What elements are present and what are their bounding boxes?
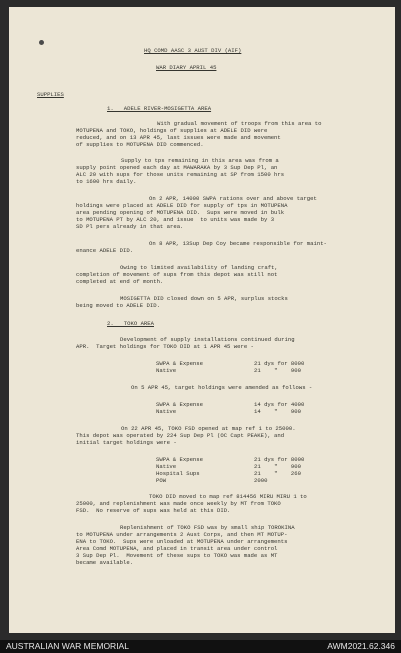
table-cell: 21 " 900 — [254, 367, 301, 374]
document-header: HQ COMD AASC 3 AUST DIV (AIF) — [144, 47, 242, 54]
text-line: ENA to TOKO. Sups were unloaded at MOTUPENA under arrangements — [76, 538, 288, 545]
text-line: to MOTUPENA under arrangements 2 Aust Corps, and then MT MOTUP- — [76, 531, 288, 538]
text-line: This depot was operated by 224 Sup Dep Pl (OC Capt PEAKE), and — [76, 432, 285, 439]
footer-bar — [0, 640, 401, 653]
text-line: On 5 APR 45, target holdings were amended as follows - — [131, 384, 313, 391]
text-line: reduced, and on 13 APR 45, last issues were made and movement — [76, 134, 281, 141]
text-line: Replenishment of TOKO FSD was by small ship TOROKINA — [120, 524, 295, 531]
table-cell: Hospital Sups — [156, 470, 200, 477]
table-cell: 21 dys for 8000 — [254, 360, 305, 367]
table-cell: POW — [156, 477, 167, 484]
table-cell: SWPA & Expense — [156, 401, 203, 408]
text-line: holdings were placed at ADELE DID for supply of tps in MOTUPENA — [76, 202, 288, 209]
text-line: completion of movement of sups from this depot was still not — [76, 271, 278, 278]
section-heading: SUPPLIES — [37, 91, 64, 98]
punch-hole — [39, 40, 44, 45]
text-line: With gradual movement of troops from this area to — [157, 120, 322, 127]
text-line: area pending opening of MOTUPENA DID. Sups were moved in bulk — [76, 209, 285, 216]
text-line: FSD. No reserve of sups was held at this DID. — [76, 507, 231, 514]
table-cell: SWPA & Expense — [156, 456, 203, 463]
table-cell: 14 " 900 — [254, 408, 301, 415]
text-line: On 8 APR, 13Sup Dep Coy became responsible for maint- — [149, 240, 327, 247]
table-cell: 2000 — [254, 477, 268, 484]
subsection-heading-2: 2. TOKO AREA — [107, 320, 154, 327]
text-line: On 22 APR 45, TOKO FSD opened at map ref 1 to 25000. — [121, 425, 296, 432]
table-cell: Native — [156, 367, 177, 374]
table-cell: 21 " 260 — [254, 470, 301, 477]
text-line: enance ADELE DID. — [76, 247, 134, 254]
text-line: Area Comd MOTUPENA, and placed in transit area under control — [76, 545, 278, 552]
text-line: being moved to ADELE DID. — [76, 302, 160, 309]
document-title: WAR DIARY APRIL 45 — [156, 64, 217, 71]
subsection-heading-1: 1. ADELE RIVER-MOSIGETTA AREA — [107, 105, 212, 112]
table-cell: 21 dys for 8000 — [254, 456, 305, 463]
text-line: 25000, and replenishment was made once weekly by MT from TOKO — [76, 500, 281, 507]
table-cell: Native — [156, 463, 177, 470]
table-cell: Native — [156, 408, 177, 415]
text-line: Owing to limited availability of landing craft, — [120, 264, 278, 271]
text-line: to MOTUPENA PT by ALC 20, and issue to units was made by 3 — [76, 216, 275, 223]
text-line: SD Pl pers already in that area. — [76, 223, 184, 230]
text-line: MOSIGETTA DID closed down on 5 APR, surplus stocks — [120, 295, 288, 302]
document-page — [9, 7, 395, 633]
text-line: became available. — [76, 559, 134, 566]
text-line: TOKO DID moved to map ref 814456 MIRU MIRU 1 to — [149, 493, 307, 500]
text-line: supply point opened each day at MAWARAKA by 3 Sup Dep Pl, an — [76, 164, 278, 171]
text-line: completed at end of month. — [76, 278, 164, 285]
table-cell: 21 " 900 — [254, 463, 301, 470]
text-line: On 2 APR, 14000 SWPA rations over and above target — [149, 195, 317, 202]
text-line: to 1600 hrs daily. — [76, 178, 137, 185]
text-line: Development of supply installations continued during — [120, 336, 295, 343]
footer-credit: AUSTRALIAN WAR MEMORIAL — [6, 641, 129, 651]
text-line: APR. Target holdings for TOKO DID at 1 APR 45 were - — [76, 343, 254, 350]
text-line: MOTUPENA and TOKO, holdings of supplies at ADELE DID were — [76, 127, 268, 134]
text-line: ALC 20 with sups for those units remaining at SP from 1500 hrs — [76, 171, 285, 178]
table-cell: SWPA & Expense — [156, 360, 203, 367]
footer-accession-number: AWM2021.62.346 — [327, 641, 395, 651]
text-line: initial target holdings were - — [76, 439, 177, 446]
text-line: 3 Sup Dep Pl. Movement of these sups to TOKO was made as MT — [76, 552, 278, 559]
text-line: of supplies to MOTUPENA DID commenced. — [76, 141, 204, 148]
text-line: Supply to tps remaining in this area was from a — [121, 157, 279, 164]
table-cell: 14 dys for 4000 — [254, 401, 305, 408]
